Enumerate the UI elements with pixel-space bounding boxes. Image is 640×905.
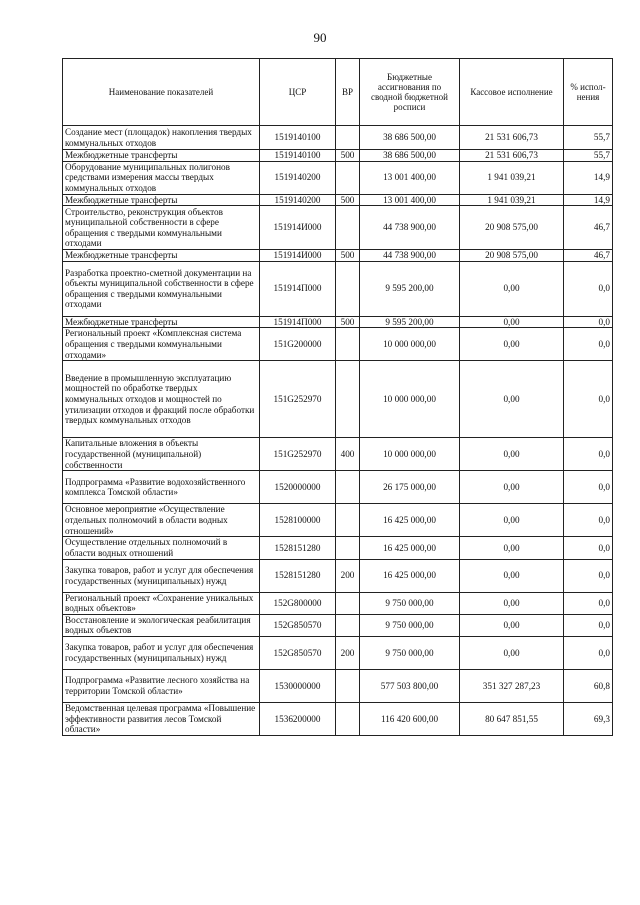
table-row <box>63 438 613 471</box>
cell-name: Межбюджетные трансферты <box>63 194 260 206</box>
cell-csr: 151G200000 <box>260 328 336 361</box>
cell-budget: 9 750 000,00 <box>360 614 460 636</box>
cell-budget: 38 686 500,00 <box>360 150 460 162</box>
cell-csr: 1519140100 <box>260 126 336 150</box>
cell-pct: 55,7 <box>564 126 613 150</box>
cell-csr: 1519140100 <box>260 150 336 162</box>
cell-csr: 1520000000 <box>260 471 336 504</box>
cell-vr <box>336 161 360 194</box>
cell-pct: 60,8 <box>564 669 613 702</box>
table-row <box>63 250 613 262</box>
cell-pct: 14,9 <box>564 161 613 194</box>
cell-pct: 0,0 <box>564 559 613 592</box>
table-row <box>63 206 613 250</box>
cell-name: Разработка проектно-сметной документации на объекты муниципальной собственности в сфере обращения с твердыми коммунальными отходами <box>63 261 260 316</box>
cell-csr: 1530000000 <box>260 669 336 702</box>
budget-execution-table <box>62 58 613 736</box>
cell-cash: 20 908 575,00 <box>460 206 564 250</box>
cell-pct: 46,7 <box>564 250 613 262</box>
cell-name: Оборудование муниципальных полигонов средствами измерения массы твердых коммунальных отходов <box>63 161 260 194</box>
cell-cash: 0,00 <box>460 537 564 559</box>
cell-cash: 351 327 287,23 <box>460 669 564 702</box>
cell-csr: 152G850570 <box>260 636 336 669</box>
table-row <box>63 669 613 702</box>
cell-pct: 14,9 <box>564 194 613 206</box>
cell-vr: 200 <box>336 636 360 669</box>
cell-pct: 0,0 <box>564 504 613 537</box>
header-name: Наименование показателей <box>63 59 260 126</box>
cell-vr <box>336 702 360 735</box>
cell-cash: 0,00 <box>460 316 564 328</box>
cell-name: Межбюджетные трансферты <box>63 316 260 328</box>
cell-name: Капитальные вложения в объекты государственной (муниципальной) собственности <box>63 438 260 471</box>
cell-pct: 46,7 <box>564 206 613 250</box>
cell-pct: 0,0 <box>564 316 613 328</box>
table-row <box>63 614 613 636</box>
cell-csr: 1519140200 <box>260 194 336 206</box>
cell-cash: 0,00 <box>460 471 564 504</box>
cell-budget: 38 686 500,00 <box>360 126 460 150</box>
cell-pct: 0,0 <box>564 438 613 471</box>
cell-name: Введение в промышленную эксплуатацию мощностей по обработке твердых коммунальных отходов и мощностей по утилизации отходов и фракций после обработки твердых коммунальных отходов <box>63 361 260 438</box>
cell-budget: 16 425 000,00 <box>360 537 460 559</box>
cell-cash: 1 941 039,21 <box>460 194 564 206</box>
cell-name: Межбюджетные трансферты <box>63 150 260 162</box>
cell-name: Подпрограмма «Развитие водохозяйственного комплекса Томской области» <box>63 471 260 504</box>
cell-csr: 151G252970 <box>260 361 336 438</box>
table-row <box>63 636 613 669</box>
cell-csr: 1528151280 <box>260 559 336 592</box>
table-row <box>63 592 613 614</box>
cell-budget: 9 750 000,00 <box>360 636 460 669</box>
cell-budget: 13 001 400,00 <box>360 194 460 206</box>
header-cash: Кассовое исполнение <box>460 59 564 126</box>
cell-name: Закупка товаров, работ и услуг для обеспечения государственных (муниципальных) нужд <box>63 559 260 592</box>
cell-budget: 10 000 000,00 <box>360 328 460 361</box>
cell-budget: 116 420 600,00 <box>360 702 460 735</box>
cell-cash: 0,00 <box>460 504 564 537</box>
table-row <box>63 194 613 206</box>
cell-budget: 10 000 000,00 <box>360 438 460 471</box>
header-budget: Бюджетные ассигнования по сводной бюджетной росписи <box>360 59 460 126</box>
page-number: 90 <box>313 30 327 45</box>
cell-cash: 0,00 <box>460 636 564 669</box>
cell-name: Региональный проект «Комплексная система обращения с твердыми коммунальными отходами» <box>63 328 260 361</box>
cell-cash: 0,00 <box>460 261 564 316</box>
table-row <box>63 361 613 438</box>
cell-vr <box>336 592 360 614</box>
cell-vr: 400 <box>336 438 360 471</box>
cell-budget: 9 750 000,00 <box>360 592 460 614</box>
cell-pct: 55,7 <box>564 150 613 162</box>
cell-vr: 500 <box>336 316 360 328</box>
cell-cash: 1 941 039,21 <box>460 161 564 194</box>
cell-csr: 152G850570 <box>260 614 336 636</box>
cell-csr: 151914П000 <box>260 316 336 328</box>
cell-pct: 0,0 <box>564 471 613 504</box>
cell-vr <box>336 328 360 361</box>
cell-vr <box>336 261 360 316</box>
cell-pct: 69,3 <box>564 702 613 735</box>
cell-name: Восстановление и экологическая реабилитация водных объектов <box>63 614 260 636</box>
cell-cash: 0,00 <box>460 559 564 592</box>
cell-csr: 151914П000 <box>260 261 336 316</box>
cell-budget: 44 738 900,00 <box>360 250 460 262</box>
table-row <box>63 150 613 162</box>
cell-cash: 21 531 606,73 <box>460 126 564 150</box>
table-row <box>63 537 613 559</box>
table-row <box>63 504 613 537</box>
cell-pct: 0,0 <box>564 636 613 669</box>
cell-vr: 200 <box>336 559 360 592</box>
table-row <box>63 559 613 592</box>
cell-budget: 44 738 900,00 <box>360 206 460 250</box>
cell-vr: 500 <box>336 250 360 262</box>
table-row <box>63 261 613 316</box>
cell-name: Региональный проект «Сохранение уникальных водных объектов» <box>63 592 260 614</box>
cell-budget: 26 175 000,00 <box>360 471 460 504</box>
cell-cash: 0,00 <box>460 438 564 471</box>
cell-budget: 16 425 000,00 <box>360 559 460 592</box>
cell-csr: 1528100000 <box>260 504 336 537</box>
cell-csr: 1536200000 <box>260 702 336 735</box>
cell-csr: 151914И000 <box>260 206 336 250</box>
cell-pct: 0,0 <box>564 361 613 438</box>
cell-csr: 1519140200 <box>260 161 336 194</box>
header-csr: ЦСР <box>260 59 336 126</box>
cell-vr <box>336 361 360 438</box>
cell-name: Подпрограмма «Развитие лесного хозяйства на территории Томской области» <box>63 669 260 702</box>
cell-vr: 500 <box>336 194 360 206</box>
cell-budget: 10 000 000,00 <box>360 361 460 438</box>
cell-cash: 0,00 <box>460 328 564 361</box>
cell-pct: 0,0 <box>564 261 613 316</box>
cell-vr <box>336 614 360 636</box>
cell-cash: 0,00 <box>460 592 564 614</box>
cell-pct: 0,0 <box>564 537 613 559</box>
cell-csr: 152G800000 <box>260 592 336 614</box>
cell-vr: 500 <box>336 150 360 162</box>
cell-budget: 9 595 200,00 <box>360 316 460 328</box>
cell-cash: 0,00 <box>460 614 564 636</box>
cell-cash: 0,00 <box>460 361 564 438</box>
table-row <box>63 328 613 361</box>
cell-csr: 151914И000 <box>260 250 336 262</box>
cell-name: Ведомственная целевая программа «Повышение эффективности развития лесов Томской области» <box>63 702 260 735</box>
cell-name: Основное мероприятие «Осуществление отдельных полномочий в области водных отношений» <box>63 504 260 537</box>
cell-pct: 0,0 <box>564 328 613 361</box>
cell-name: Осуществление отдельных полномочий в области водных отношений <box>63 537 260 559</box>
cell-cash: 21 531 606,73 <box>460 150 564 162</box>
cell-vr <box>336 471 360 504</box>
cell-vr <box>336 206 360 250</box>
cell-csr: 1528151280 <box>260 537 336 559</box>
cell-budget: 9 595 200,00 <box>360 261 460 316</box>
cell-budget: 16 425 000,00 <box>360 504 460 537</box>
cell-name: Закупка товаров, работ и услуг для обеспечения государственных (муниципальных) нужд <box>63 636 260 669</box>
table-row <box>63 702 613 735</box>
cell-budget: 13 001 400,00 <box>360 161 460 194</box>
table-header-row <box>63 59 613 126</box>
cell-name: Строительство, реконструкция объектов муниципальной собственности в сфере обращения с твердыми коммунальными отходами <box>63 206 260 250</box>
cell-vr <box>336 126 360 150</box>
cell-pct: 0,0 <box>564 614 613 636</box>
cell-budget: 577 503 800,00 <box>360 669 460 702</box>
cell-pct: 0,0 <box>564 592 613 614</box>
header-pct: % испол-нения <box>564 59 613 126</box>
cell-csr: 151G252970 <box>260 438 336 471</box>
table-row <box>63 161 613 194</box>
cell-vr <box>336 504 360 537</box>
cell-cash: 20 908 575,00 <box>460 250 564 262</box>
table-row <box>63 316 613 328</box>
cell-cash: 80 647 851,55 <box>460 702 564 735</box>
cell-name: Создание мест (площадок) накопления твердых коммунальных отходов <box>63 126 260 150</box>
cell-vr <box>336 537 360 559</box>
table-row <box>63 471 613 504</box>
table-row <box>63 126 613 150</box>
cell-vr <box>336 669 360 702</box>
cell-name: Межбюджетные трансферты <box>63 250 260 262</box>
header-vr: ВР <box>336 59 360 126</box>
